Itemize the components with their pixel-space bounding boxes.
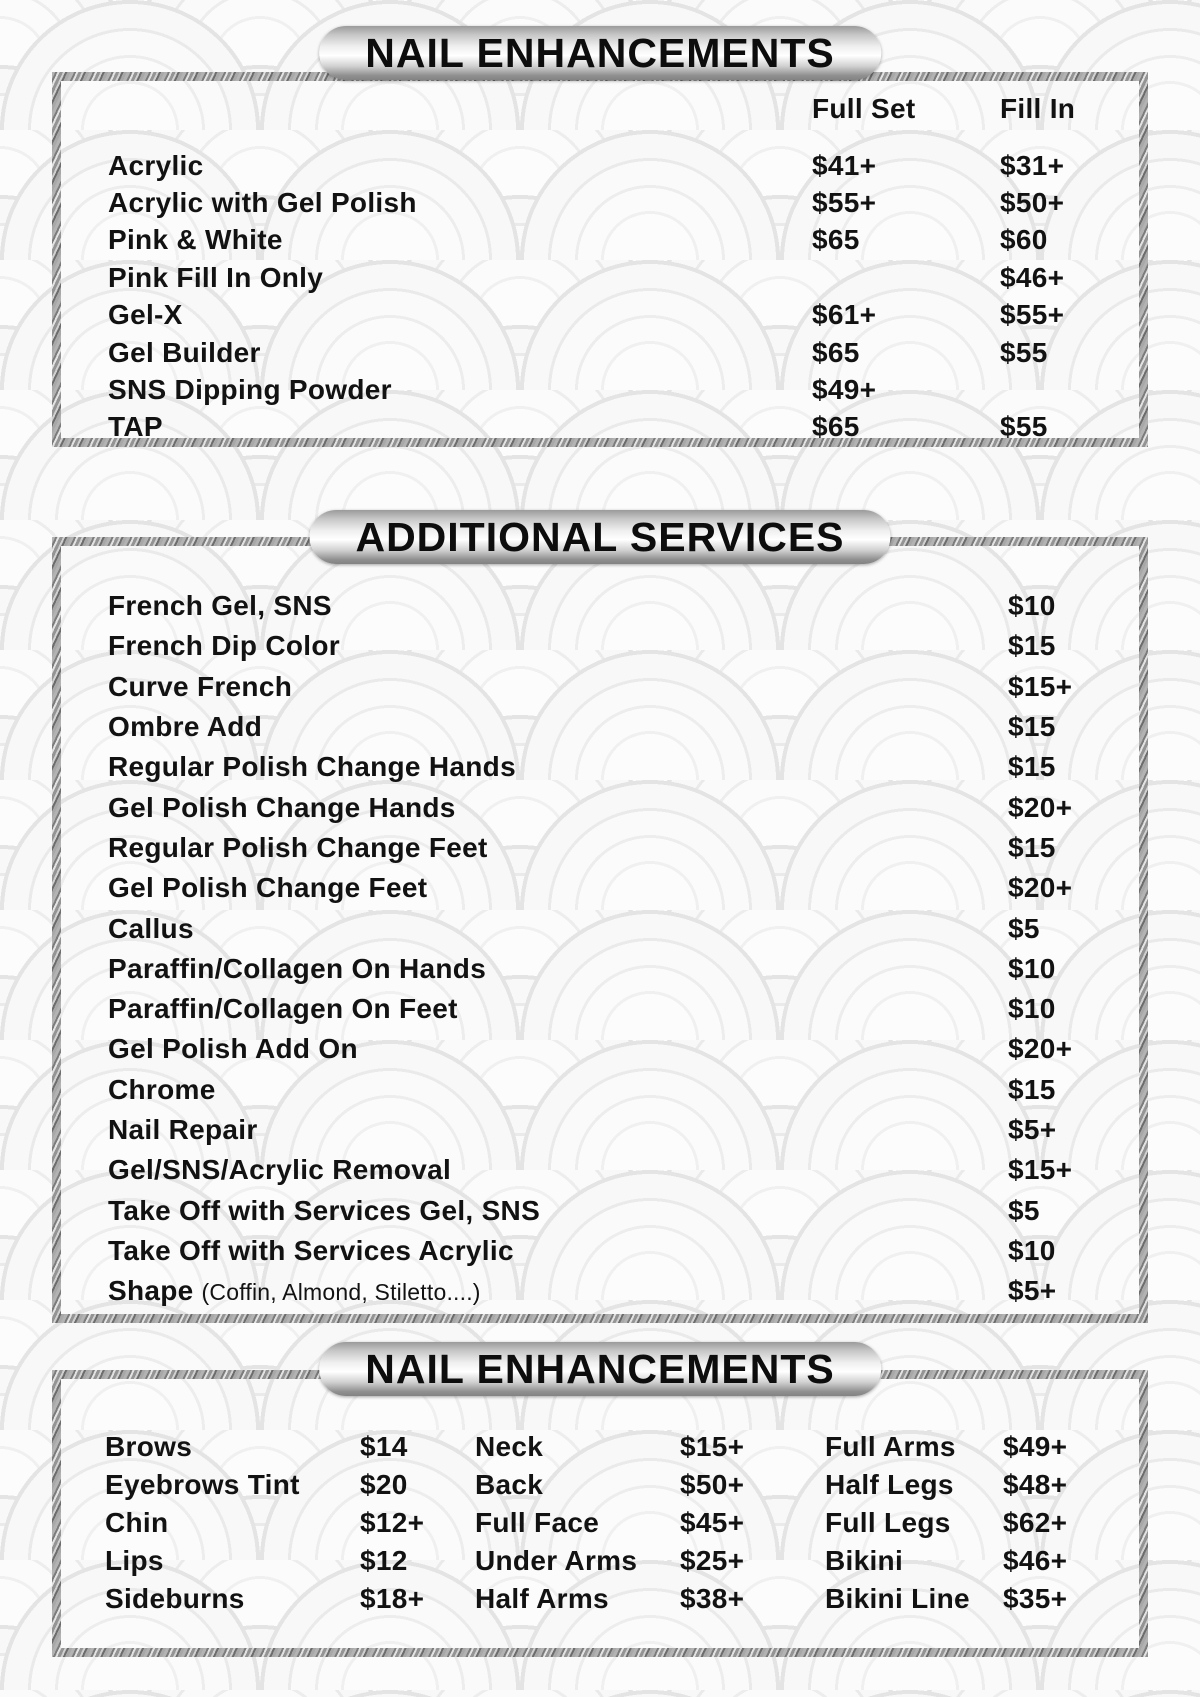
service-label: Acrylic xyxy=(108,149,204,181)
table-row xyxy=(61,1231,1139,1271)
table-row xyxy=(61,222,1139,259)
service-label: SNS Dipping Powder xyxy=(108,374,392,406)
table-row xyxy=(61,1428,1139,1466)
table-row xyxy=(61,1504,1139,1542)
service-label: Pink & White xyxy=(108,224,283,256)
service-label: Pink Fill In Only xyxy=(108,261,324,293)
table-row xyxy=(61,1542,1139,1580)
price-value: $62+ xyxy=(1003,1507,1068,1538)
price-value: $15 xyxy=(1008,711,1056,743)
service-label: Half Arms xyxy=(475,1583,609,1614)
table-row xyxy=(61,626,1139,666)
price-value: $5+ xyxy=(1008,1114,1057,1145)
service-label: Acrylic with Gel Polish xyxy=(108,187,417,219)
service-label: Regular Polish Change Feet xyxy=(108,831,488,863)
price-value: $10 xyxy=(1008,993,1056,1025)
service-label: Full Arms xyxy=(825,1431,956,1462)
waxing-prices-panel xyxy=(52,1370,1148,1657)
price-value: $48+ xyxy=(1003,1469,1068,1500)
table-row xyxy=(61,1466,1139,1504)
price-value: $35+ xyxy=(1003,1583,1068,1614)
price-value: $38+ xyxy=(680,1583,745,1614)
service-label: Bikini Line xyxy=(825,1583,970,1614)
service-label: Chin xyxy=(105,1507,169,1538)
price-full-set: $49+ xyxy=(812,374,877,406)
price-list xyxy=(61,147,1139,446)
service-label: Sideburns xyxy=(105,1583,245,1614)
price-value: $20 xyxy=(360,1469,408,1500)
price-full-set: $65 xyxy=(812,224,860,256)
price-value: $15+ xyxy=(680,1431,745,1462)
table-row xyxy=(61,667,1139,707)
price-value: $15 xyxy=(1008,751,1056,783)
section-title-nail-enhancements: NAIL ENHANCEMENTS xyxy=(319,26,881,80)
service-label: Under Arms xyxy=(475,1545,638,1576)
service-label: Gel Polish Change Hands xyxy=(108,791,456,823)
price-fill-in: $46+ xyxy=(1000,261,1065,293)
column-header-full-set: Full Set xyxy=(812,93,916,124)
column-header-fill-in: Fill In xyxy=(1000,93,1076,124)
table-row xyxy=(61,707,1139,747)
service-label: Full Legs xyxy=(825,1507,951,1538)
service-label: Ombre Add xyxy=(108,711,263,743)
table-row xyxy=(61,1580,1139,1618)
service-label: Nail Repair xyxy=(108,1114,258,1145)
price-value: $10 xyxy=(1008,952,1056,984)
table-row xyxy=(61,949,1139,989)
service-label: Regular Polish Change Hands xyxy=(108,751,516,783)
service-label: Gel Polish Change Feet xyxy=(108,872,428,904)
price-value: $10 xyxy=(1008,590,1056,622)
section-title-nail-enhancements-2: NAIL ENHANCEMENTS xyxy=(319,1342,881,1396)
service-label: Gel Polish Add On xyxy=(108,1033,358,1065)
table-row xyxy=(61,1190,1139,1230)
price-full-set: $61+ xyxy=(812,299,877,331)
table-row xyxy=(61,747,1139,787)
price-value: $20+ xyxy=(1008,872,1073,904)
price-full-set: $65 xyxy=(812,336,860,368)
price-full-set: $55+ xyxy=(812,187,877,219)
nail-enhancements-panel xyxy=(52,72,1148,447)
service-label: TAP xyxy=(108,411,163,443)
service-label: Take Off with Services Gel, SNS xyxy=(108,1194,541,1226)
price-value: $5 xyxy=(1008,1194,1040,1226)
price-value: $50+ xyxy=(680,1469,745,1500)
service-label: Bikini xyxy=(825,1545,904,1576)
price-fill-in: $60 xyxy=(1000,224,1048,256)
service-label: French Dip Color xyxy=(108,630,340,662)
service-label xyxy=(108,1275,481,1307)
price-value: $12+ xyxy=(360,1507,425,1538)
price-value: $14 xyxy=(360,1431,408,1462)
service-note: (Coffin, Almond, Stiletto....) xyxy=(201,1279,481,1306)
table-row xyxy=(61,297,1139,334)
price-fill-in: $55 xyxy=(1000,411,1048,443)
price-fill-in: $55 xyxy=(1000,336,1048,368)
table-row xyxy=(61,334,1139,371)
section-title-additional-services: ADDITIONAL SERVICES xyxy=(309,510,890,564)
price-grid xyxy=(61,1428,1139,1618)
price-list xyxy=(61,586,1139,1311)
table-row xyxy=(61,371,1139,408)
price-fill-in: $50+ xyxy=(1000,187,1065,219)
price-value: $20+ xyxy=(1008,1033,1073,1065)
price-fill-in: $55+ xyxy=(1000,299,1065,331)
service-label: Gel/SNS/Acrylic Removal xyxy=(108,1154,452,1186)
table-row xyxy=(61,787,1139,827)
service-label: Curve French xyxy=(108,670,293,702)
service-label: Chrome xyxy=(108,1073,216,1105)
price-fill-in: $31+ xyxy=(1000,149,1065,181)
price-value: $49+ xyxy=(1003,1431,1068,1462)
price-value: $12 xyxy=(360,1545,408,1576)
price-value: $5+ xyxy=(1008,1275,1057,1307)
table-row xyxy=(61,1110,1139,1150)
service-label: Brows xyxy=(105,1431,193,1462)
price-value: $15+ xyxy=(1008,1154,1073,1186)
price-value: $10 xyxy=(1008,1234,1056,1266)
price-value: $45+ xyxy=(680,1507,745,1538)
service-label-text: Shape xyxy=(108,1275,194,1307)
table-row xyxy=(61,1150,1139,1190)
price-value: $46+ xyxy=(1003,1545,1068,1576)
table-row xyxy=(61,868,1139,908)
table-row xyxy=(61,184,1139,221)
price-value: $15 xyxy=(1008,630,1056,662)
service-label: Neck xyxy=(475,1431,544,1462)
service-label: Callus xyxy=(108,912,194,944)
price-value: $20+ xyxy=(1008,791,1073,823)
service-label: Gel-X xyxy=(108,299,183,331)
table-row xyxy=(61,989,1139,1029)
table-row xyxy=(61,409,1139,446)
table-row xyxy=(61,586,1139,626)
price-full-set: $41+ xyxy=(812,149,877,181)
price-value: $15 xyxy=(1008,831,1056,863)
price-value: $18+ xyxy=(360,1583,425,1614)
table-row xyxy=(61,259,1139,296)
service-label: Eyebrows Tint xyxy=(105,1469,300,1500)
price-value: $5 xyxy=(1008,912,1040,944)
table-row xyxy=(61,908,1139,948)
service-label: Full Face xyxy=(475,1507,600,1538)
additional-services-panel xyxy=(52,537,1148,1323)
price-full-set: $65 xyxy=(812,411,860,443)
service-label: Back xyxy=(475,1469,544,1500)
service-label: Paraffin/Collagen On Hands xyxy=(108,952,487,984)
service-label: Paraffin/Collagen On Feet xyxy=(108,993,458,1025)
table-row xyxy=(61,147,1139,184)
service-label: Half Legs xyxy=(825,1469,954,1500)
price-value: $15 xyxy=(1008,1073,1056,1105)
table-row xyxy=(61,1070,1139,1110)
table-row xyxy=(61,1029,1139,1069)
price-value: $25+ xyxy=(680,1545,745,1576)
service-label: French Gel, SNS xyxy=(108,590,332,622)
service-label: Take Off with Services Acrylic xyxy=(108,1234,514,1266)
service-label: Gel Builder xyxy=(108,336,261,368)
table-row xyxy=(61,1271,1139,1311)
price-value: $15+ xyxy=(1008,670,1073,702)
service-label: Lips xyxy=(105,1545,164,1576)
table-row xyxy=(61,828,1139,868)
